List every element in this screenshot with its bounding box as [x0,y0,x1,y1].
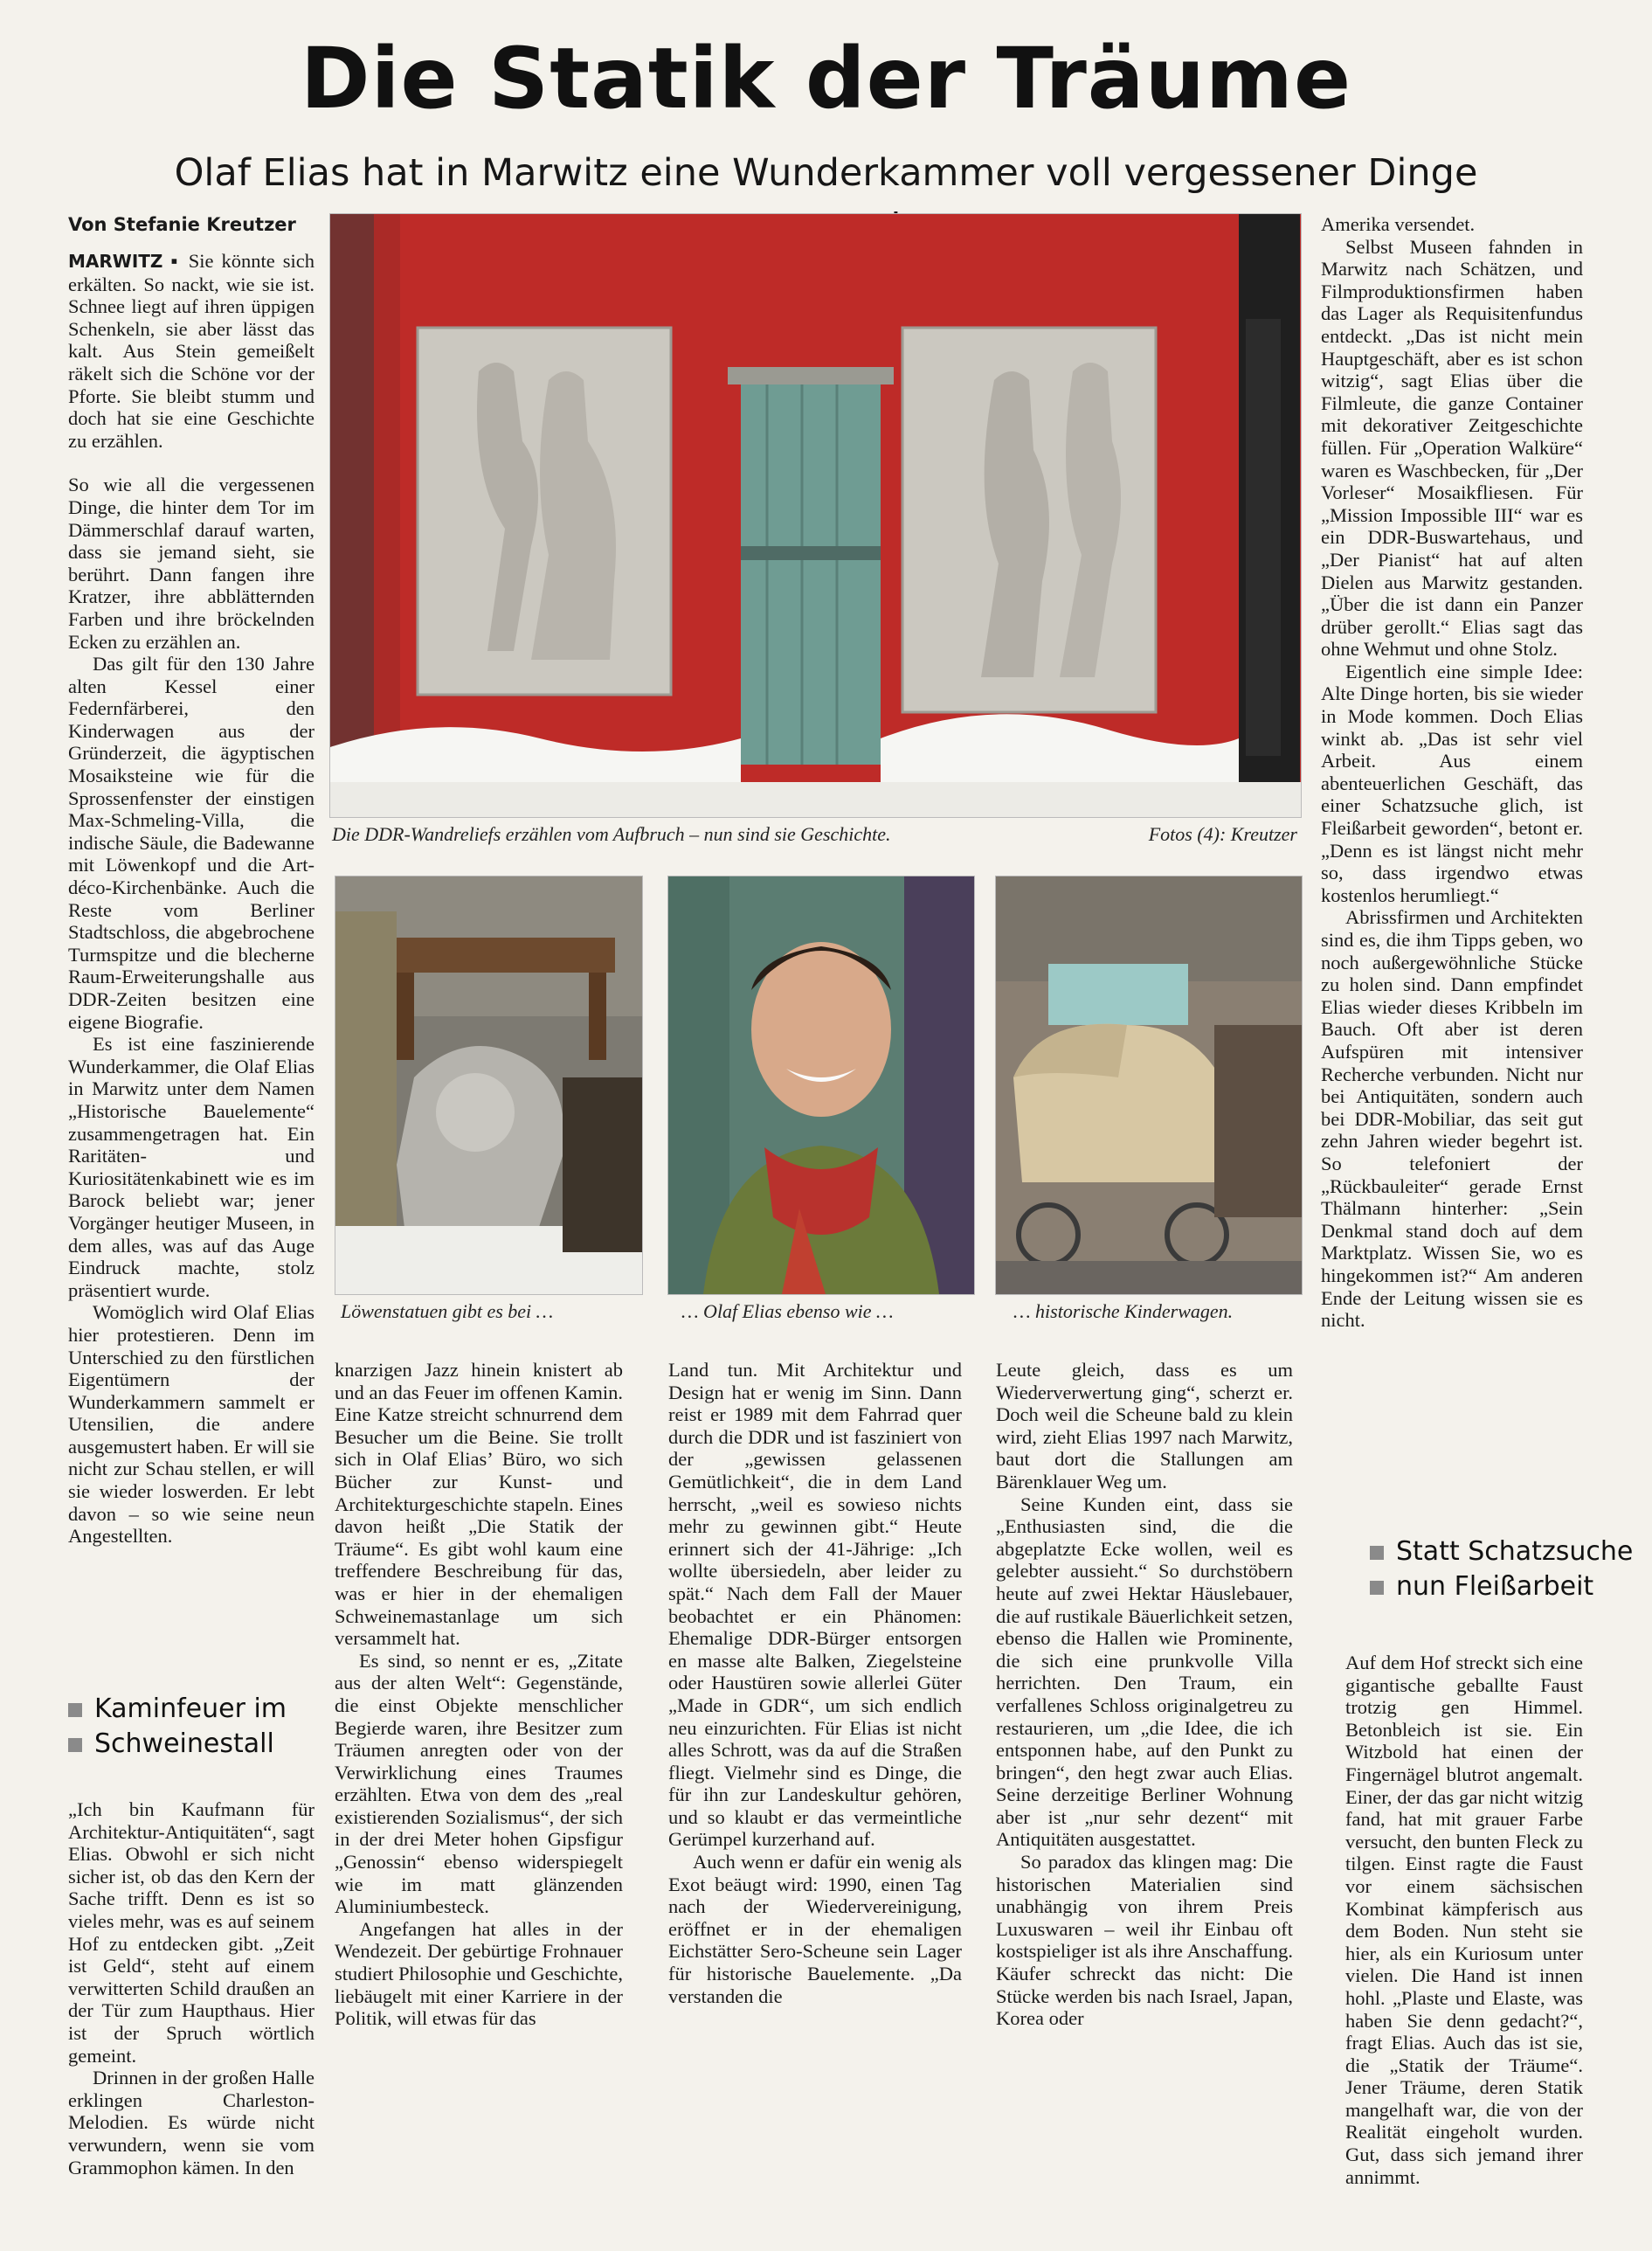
paragraph: Selbst Museen fahnden in Marwitz nach Schätzen, und Filmproduktionsfirmen haben das Lager als Requisitenfundus entdeckt. „Das ist nicht mein Hauptgeschäft, aber es ist schon witzig“, sagt Elias über die Filmleute, die ganze Container mit dekorativer Zeitgeschichte füllen. Für „Operation Walküre“ waren es Waschbecken, für „Der Vorleser“ Mosaikfliesen. Für „Mission Impossible III“ war es ein DDR-Buswartehaus, und „Der Pianist“ hat auf alten Dielen aus Marwitz gestanden. „Über die ist dann ein Panzer drüber gerollt.“ Elias sagt das ohne Wehmut und ohne Stolz. [1321,235,1583,661]
lions-caption: Löwenstatuen gibt es bei … [341,1300,554,1322]
paragraph: Abrissfirmen und Architekten sind es, die ihm Tipps geben, wo noch außergewöhnliche Stücke zu holen sind. Dann empfindet Elias wieder dieses Kribbeln im Bauch. Oft aber ist deren Aufspüren mit intensiver Recherche verbunden. Nicht nur bei Antiquitäten, sondern auch bei DDR-Mobiliar, das seit gut zehn Jahren wieder begehrt ist. So telefoniert der „Rückbauleiter“ gerade Ernst Thälmann hinterher: „Sein Denkmal stand doch auf dem Marktplatz. Wissen Sie, wo es hingekommen ist?“ Am anderen Ende der Leitung wissen sie es nicht. [1321,906,1583,1332]
paragraph: Es sind, so nennt er es, „Zitate aus der alten Welt“: Gegenstände, die einst Objekte menschlicher Begierde waren, ihre Besitzer zum Träumen anregten oder von der Verwirklichung eines Traumes erzählten. Etwa von dem des „real existierenden Sozialismus“, der sich in der drei Meter hohen Gipsfigur „Genossin“ ebenso widerspiegelt wie im matt glänzenden Aluminiumbesteck. [335,1649,623,1918]
column-5-bottom [1345,1652,1583,2188]
paragraph: So paradox das klingen mag: Die historischen Materialien sind unabhängig von ihrem Preis Luxuswaren – weil ihr Einbau oft kostspieliger ist als ihre Anschaffung. Käufer schreckt das nicht: Die Stücke werden bis nach Israel, Japan, Korea oder [996,1851,1293,2030]
paragraph: Drinnen in der großen Halle erklingen Charleston-Melodien. Es würde nicht verwundern, wenn sie vom Grammophon kämen. In den [68,2067,315,2178]
byline: Von Stefanie Kreutzer [68,214,296,235]
prams-photo [995,876,1303,1295]
paragraph: Womöglich wird Olaf Elias hier protestieren. Denn im Unterschied zu den fürstlichen Eigentümern der Wunderkammern sammelt er Utensilien, die andere ausgemustert haben. Er will sie nicht zur Schau stellen, er will sie wieder loswerden. Er lebt davon – so wie seine neun Angestellten. [68,1301,315,1548]
paragraph: knarzigen Jazz hinein knistert ab und an das Feuer im offenen Kamin. Eine Katze streicht schnurrend dem Besucher um die Beine. Sie trollt sich in Olaf Elias’ Büro, wo sich Bücher zur Kunst- und Architekturgeschichte stapeln. Eines davon heißt „Die Statik der Träume“. Es gibt wohl kaum eine treffendere Beschreibung für das, was er hier in der ehemaligen Schweinemastanlage um sich versammelt hat. [335,1359,623,1650]
subhead-schatzsuche: Statt Schatzsuche nun Fleißarbeit [1370,1534,1633,1604]
lead-paragraph: MARWITZ ▪ Sie könnte sich erkälten. So nackt, wie sie ist. Schnee liegt auf ihren üppigen Schenkeln, sie aber lässt das kalt. Aus Stein gemeißelt räkelt sich die Schöne vor der Pforte. Sie bleibt stumm und doch hat sie eine Geschichte zu erzählen. [68,250,315,452]
paragraph: Auch wenn er dafür ein wenig als Exot beäugt wird: 1990, einen Tag nach der Wiedervereinigung, eröffnet er in der ehemaligen Eichstätter Sero-Scheune sein Lager für historische Bauelemente. „Da verstanden die [668,1851,962,2007]
column-1-bottom [68,1798,315,2178]
paragraph: Auf dem Hof streckt sich eine gigantische geballte Faust trotzig gen Himmel. Betonbleich ist sie. Ein Witzbold hat einen der Fingernägel blutrot angemalt. Einer, der das gar nicht witzig fand, hat mit grauer Farbe versucht, den bunten Fleck zu tilgen. Einst ragte die Faust vor einem sächsischen Kombinat kämpferisch aus dem Boden. Nun steht sie hier, als ein Kuriosum unter vielen. Die Hand ist innen hohl. „Plaste und Elaste, was haben Sie denn gedacht?“, fragt Elias. Auch das ist sie, die „Statik der Träume“. Jener Träume, deren Statik mangelhaft war, die von der Realität eingeholt wurden. Gut, dass sich jemand ihrer annimmt. [1345,1652,1583,2188]
photo-credit: Fotos (4): Kreutzer [1148,823,1297,845]
column-4 [996,1359,1293,2030]
column-5-top [1321,213,1583,1332]
subhead-kaminfeuer: Kaminfeuer im Schweinestall [68,1692,287,1762]
portrait-caption: … Olaf Elias ebenso wie … [681,1300,894,1322]
paragraph: Das gilt für den 130 Jahre alten Kessel einer Federnfärberei, den Kinderwagen aus der Gründerzeit, die ägyptischen Mosaiksteine wie für die Sprossenfenster der einstigen Max-Schmeling-Villa, die indische Säule, die Badewanne mit Löwenkopf und die Art-déco-Kirchenbänke. Auch die Reste vom Berliner Stadtschloss, die abgebrochene Turmspitze und die blecherne Raum-Erweiterungshalle aus DDR-Zeiten besitzen eine eigene Biografie. [68,653,315,1033]
bullet-square-icon [1370,1546,1384,1560]
paragraph: Seine Kunden eint, dass sie „Enthusiasten sind, die die abgeplatzte Ecke wollen, weil es gelebter aussieht.“ So durchstöbern heute auf zwei Hektar Häuslebauer, die auf rustikale Bäuerlichkeit setzen, ebenso die Hallen wie Prominente, die sich eine prunkvolle Villa herrichten. Den Traum, ein verfallenes Schloss originalgetreu zu restaurieren, um „die Idee, die ich entsponnen habe, auf den Punkt zu bringen“, den hegt zwar auch Elias. Seine derzeitige Berliner Wohnung aber ist „nur sehr dezent“ mit Antiquitäten ausgestattet. [996,1493,1293,1851]
dateline: MARWITZ [68,251,163,272]
paragraph: Eigentlich eine simple Idee: Alte Dinge horten, bis sie wieder in Mode kommen. Doch Elias winkt ab. „Das ist sehr viel Arbeit. Aus einem abenteuerlichen Geschäft, das einer Schatzsuche glich, ist Fleißarbeit geworden“, betont er. „Denn es ist längst nicht mehr so, dass irgendwo etwas kostenlos herumliegt.“ [1321,660,1583,906]
paragraph: Land tun. Mit Architektur und Design hat er wenig im Sinn. Dann reist er 1989 mit dem Fahrrad quer durch die DDR und ist fasziniert von der „gewissen gelassenen Gemütlichkeit“, die in dem Land herrscht, „weil es sowieso nichts mehr zu gewinnen gibt.“ Heute erinnert sich der 41-Jährige: „Ich wollte übersiedeln, aber leider zu spät.“ Nach dem Fall der Mauer beobachtet er ein Phänomen: Ehemalige DDR-Bürger entsorgen en masse alte Balken, Ziegelsteine oder Haustüren sowie allerlei Güter „Made in GDR“, um sich endlich neu einzurichten. Für Elias ist nicht alles Schrott, was da auf die Straßen fliegt. Vielmehr sind es Dinge, die für ihn zur Landeskultur gehören, und so klaubt er das vermeintliche Gerümpel kurzerhand auf. [668,1359,962,1851]
subheadline: Olaf Elias hat in Marwitz eine Wunderkammer voll vergessener Dinge [174,151,1478,195]
bullet-square-icon [1370,1581,1384,1595]
lions-photo [335,876,643,1295]
column-3 [668,1359,962,2007]
main-photo [329,213,1302,818]
paragraph: Angefangen hat alles in der Wendezeit. Der gebürtige Frohnauer studiert Philosophie und Geschichte, liebäugelt mit einer Karriere in der Politik, will etwas für das [335,1917,623,2030]
portrait-photo [667,876,975,1295]
column-2 [335,1359,623,2030]
paragraph: Es ist eine faszinierende Wunderkammer, die Olaf Elias in Marwitz unter dem Namen „Historische Bauelemente“ zusammengetragen hat. Ein Raritäten- und Kuriositätenkabinett wie es im Barock beliebt war; jener Vorgänger heutiger Museen, in dem alles, was auf das Auge Eindruck machte, stolz präsentiert wurde. [68,1033,315,1301]
main-photo-caption: Die DDR-Wandreliefs erzählen vom Aufbruch – nun sind sie Geschichte. [332,823,891,845]
paragraph: Leute gleich, dass es um Wiederverwertung ging“, scherzt er. Doch weil die Scheune bald zu klein wird, zieht Elias 1997 nach Marwitz, baut dort die Stallungen am Bärenklauer Weg um. [996,1359,1293,1493]
paragraph: So wie all die vergessenen Dinge, die hinter dem Tor im Dämmerschlaf darauf warten, dass sie jemand sieht, sie berührt. Dann fangen ihre Kratzer, ihre abblätternden Farben und ihre bröckelnden Ecken zu erzählen an. [68,474,315,653]
column-1-top [68,250,315,1548]
bullet-square-icon [68,1738,82,1752]
prams-caption: … historische Kinderwagen. [1013,1300,1234,1322]
headline: Die Statik der Träume [300,30,1352,128]
paragraph: „Ich bin Kaufmann für Architektur-Antiquitäten“, sagt Elias. Obwohl er sich nicht sicher ist, ob das den Kern der Sache trifft. Denn es ist so vieles mehr, was es auf seinem Hof zu entdecken gibt. „Zeit ist Geld“, steht auf einem verwitterten Schild draußen an der Tür zum Haupthaus. Hier ist der Spruch wörtlich gemeint. [68,1798,315,2067]
paragraph: Amerika versendet. [1321,213,1476,235]
bullet-square-icon [68,1703,82,1717]
